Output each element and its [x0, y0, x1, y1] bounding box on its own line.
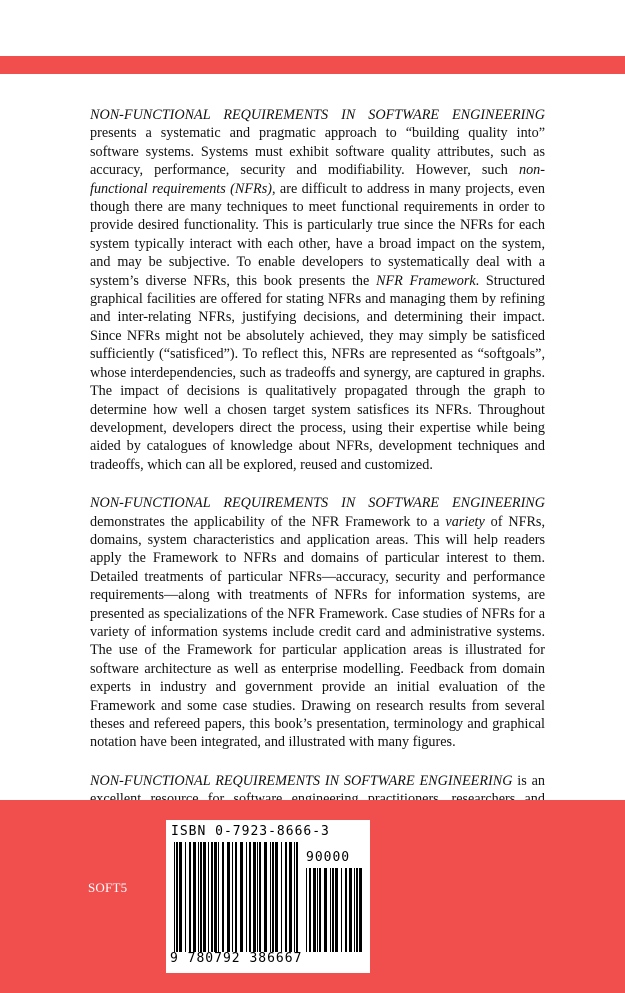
italic-text: NON-FUNCTIONAL REQUIREMENTS IN SOFTWARE ENGINEERING	[90, 107, 545, 123]
barcode-bar	[214, 842, 217, 952]
barcode-bar	[270, 842, 271, 952]
barcode-bar	[289, 842, 292, 952]
barcode-bar	[272, 842, 274, 952]
barcode-bar	[246, 842, 247, 952]
barcode-bar	[335, 868, 338, 952]
barcode-bar	[313, 868, 316, 952]
series-code: SOFT5	[88, 880, 128, 895]
barcode-bar	[296, 842, 298, 952]
description-paragraph-1	[90, 106, 545, 474]
barcode-bar	[179, 842, 182, 952]
barcode-bar	[227, 842, 230, 952]
barcode-bar	[317, 868, 318, 952]
price-code: 90000	[306, 850, 351, 865]
barcode-bar	[249, 842, 251, 952]
barcode-bar	[356, 868, 358, 952]
barcode-bar	[200, 842, 202, 952]
ean-number: 9 780792 386667	[170, 951, 303, 966]
barcode-bar	[285, 842, 287, 952]
barcode-bar	[332, 868, 334, 952]
barcode-bar	[174, 842, 175, 952]
barcode-bar	[345, 868, 347, 952]
barcode-bar	[341, 868, 342, 952]
barcode-bar	[330, 868, 331, 952]
top-red-band	[0, 56, 625, 74]
isbn-barcode	[166, 820, 370, 973]
barcode-bar	[211, 842, 213, 952]
barcode-bar	[222, 842, 224, 952]
barcode-bar	[354, 868, 355, 952]
barcode-bar	[198, 842, 199, 952]
barcode-bar	[189, 842, 191, 952]
barcode-bar	[319, 868, 321, 952]
barcode-bar	[253, 842, 256, 952]
italic-text: NFR Framework	[375, 272, 476, 289]
isbn-number: ISBN 0-7923-8666-3	[171, 824, 330, 839]
barcode-bar	[193, 842, 196, 952]
barcode-bar	[235, 842, 237, 952]
body-text: presents a systematic and pragmatic approach to “building quality into” software systems. Systems must exhibit software quality attributes, such as accuracy, performance, security and modifiability. However, such	[90, 125, 545, 179]
italic-text: NON-FUNCTIONAL REQUIREMENTS IN SOFTWARE ENGINEERING	[90, 495, 545, 512]
body-text: , are difficult to address in many projects, even though there are many techniques to meet functional requirements in order to provide desired functionality. This is particularly true since the NFRs for each system typically interact with each other, have a broad impact on the system, and may be subjective. To enable developers to systematically deal with a system’s diverse NFRs, this book presents the	[90, 180, 545, 289]
barcode-bar	[324, 868, 327, 952]
barcode-bar	[359, 868, 362, 952]
body-text: of NFRs, domains, system characteristics and application areas. This will help readers apply the Framework to NFRs and domains of particular interest to them. Detailed treatments of particular NFRs—accuracy, security and performance requirements—along with treatments of NFRs for information systems, are presented as specializations of the NFR Framework. Case studies of NFRs for a variety of information systems include credit card and administrative systems. The use of the Framework for particular application areas is illustrated for software architecture as well as enterprise modelling. Feedback from domain experts in industry and government provide an initial evaluation of the Framework and some case studies. Drawing on research results from several theses and refereed papers, this book’s presentation, terminology and graphical notation have been integrated, and illustrated with many figures.	[90, 513, 545, 751]
barcode-bar	[176, 842, 178, 952]
italic-text: variety	[445, 513, 485, 530]
barcode-bar	[275, 842, 278, 952]
body-text: . Structured graphical facilities are offered for stating NFRs and managing them by refining and inter-relating NFRs, justifying decisions, and determining their impact. Since NFRs might not be absolutely achieved, they may simply be satisficed sufficiently (“satisficed”). To reflect this, NFRs are represented as “softgoals”, whose interdependencies, such as tradeoffs and synergy, are captured in graphs. The impact of decisions is qualitatively propagated through the graph to determine how well a chosen target system satisfices its NFRs. Throughout development, developers direct the process, using their expertise while being aided by catalogues of knowledge about NFRs, development techniques and tradeoffs, which can all be explored, reused and customized.	[90, 272, 545, 473]
barcode-bar	[208, 842, 209, 952]
barcode-bar	[232, 842, 233, 952]
barcode-bar	[218, 842, 219, 952]
body-text: demonstrates the applicability of the NFR Framework to a	[90, 513, 446, 530]
italic-text: non-functional requirements (NFRs)	[90, 162, 545, 197]
italic-text: NON-FUNCTIONAL REQUIREMENTS IN SOFTWARE ENGINEERING	[90, 772, 513, 789]
barcode-bar	[203, 842, 206, 952]
barcode-bar	[294, 842, 295, 952]
barcode-bar	[185, 842, 186, 952]
barcode-bar	[281, 842, 282, 952]
barcode-bar	[240, 842, 243, 952]
barcode-bar	[349, 868, 352, 952]
body-text: is an	[517, 772, 545, 789]
barcode-bar	[264, 842, 267, 952]
barcode-bar	[259, 842, 261, 952]
barcode-bar	[306, 868, 307, 952]
barcode-bar	[257, 842, 258, 952]
description-paragraph-2	[90, 494, 545, 752]
barcode-bar	[309, 868, 311, 952]
back-cover-text	[90, 106, 545, 827]
